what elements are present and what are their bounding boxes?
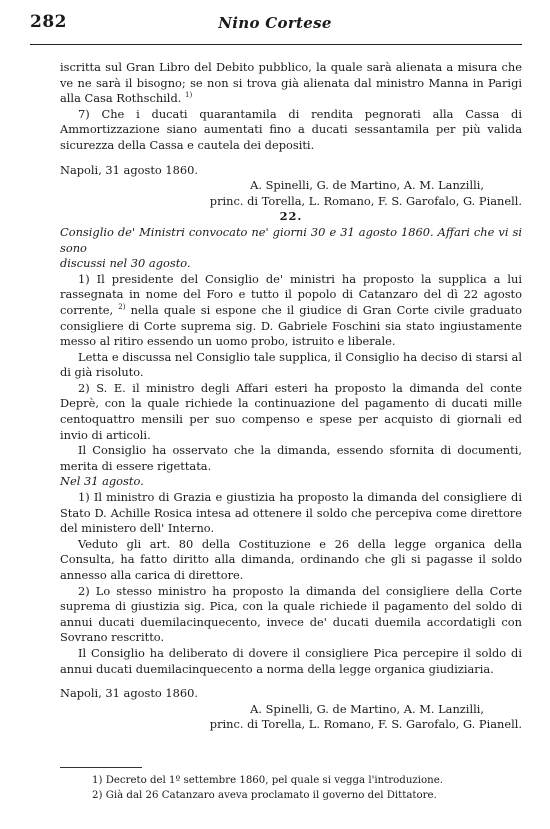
session-date: Nel 31 agosto. (60, 474, 144, 489)
continued-paragraph: iscritta sul Gran Libro del Debito pubblico, la quale sarà alienata a misura che ve ne sarà il bisogno; se non si trova già alienata dal ministro Manna in Parigi alla Casa Rothschild. $^{1)}$ (60, 60, 522, 106)
footnote-rule (60, 767, 142, 768)
running-title: Nino Cortese (218, 14, 332, 32)
paragraph-item-7: 7) Che i ducati quarantamila di rendita pegnorati alla Cassa di Ammortizzazione siano aumentati fino a ducati sessantamila per più valida sicurezza della Cassa e cautela dei depositi. (60, 106, 522, 152)
paragraph-6: Veduto gli art. 80 della Costituzione e 26 della legge organica della Consulta, ha fatto diritto alla dimanda, ordinando che gli si pagasse il soldo annesso alla carica di direttore. (60, 536, 522, 582)
footnote-ref-2: 2) (118, 303, 126, 312)
footnotes (92, 773, 522, 803)
page-number: 282 (30, 12, 67, 32)
paragraph-4: Il Consiglio ha osservato che la dimanda, essendo sfornita di documenti, merita di essere rigettata. (60, 443, 522, 473)
signatures-line-4: princ. di Torella, L. Romano, F. S. Garofalo, G. Pianell. (209, 717, 522, 732)
document-heading: Consiglio de' Ministri convocato ne' giorni 30 e 31 agosto 1860. Affari che vi si sono discussi nel 30 agosto. (60, 224, 522, 271)
page-body (60, 60, 522, 733)
signatures-line-2: princ. di Torella, L. Romano, F. S. Garofalo, G. Pianell. (209, 193, 522, 208)
paragraph-1: 1) Il presidente del Consiglio de' ministri ha proposto la supplica a lui rassegnata in nome del Foro e tutto il popolo di Catanzaro del dì 22 agosto corrente, $^{2)}$ nella quale si espone che il giudice di Gran Corte civile graduato consigliere di Corte suprema sig. D. Gabriele Foschini sia stato ingiustamente messo al ritiro essendo un uomo probo, istruito e liberale. (60, 271, 523, 349)
signatures-line-1: A. Spinelli, G. de Martino, A. M. Lanzilli, (250, 178, 484, 193)
paragraph-2: Letta e discussa nel Consiglio tale supplica, il Consiglio ha deciso di starsi al di già risoluto. (60, 349, 522, 380)
place-date-2: Napoli, 31 agosto 1860. (60, 686, 199, 701)
paragraph-5: 1) Il ministro di Grazia e giustizia ha proposto la dimanda del consigliere di Stato D. Achille Rosica intesa ad ottenere il soldo che percepiva come direttore del ministero dell' Interno. (60, 490, 522, 536)
paragraph-7: 2) Lo stesso ministro ha proposto la dimanda del consigliere della Corte suprema di giustizia sig. Pica, con la quale richiede il pagamento del soldo di annui ducati duemilacinquecento, invece de' ducati duemila accordatigli con Sovrano rescritto. (60, 583, 522, 645)
document-number: 22. (279, 209, 303, 224)
footnote-ref-1: 1) (184, 91, 193, 100)
signatures-line-3: A. Spinelli, G. de Martino, A. M. Lanzilli, (250, 701, 484, 716)
header-rule (30, 44, 522, 45)
place-date: Napoli, 31 agosto 1860. (60, 162, 199, 177)
paragraph-8: Il Consiglio ha deliberato di dovere il consigliere Pica percepire il soldo di annui ducati duemilacinquecento a norma della legge organica giudiziaria. (60, 645, 522, 676)
page-header (30, 10, 520, 40)
footnote-1: 1) Decreto del 1º settembre 1860, pel quale si vegga l'introduzione. (92, 775, 443, 786)
paragraph-3: 2) S. E. il ministro degli Affari esteri ha proposto la dimanda del conte Deprè, con la quale richiede la continuazione del pagamento di ducati mille centoquattro mensili per suo compenso e spese per acquisto di giornali ed invio di articoli. (60, 380, 522, 442)
footnote-2: 2) Già dal 26 Catanzaro aveva proclamato il governo del Dittatore. (92, 790, 437, 801)
